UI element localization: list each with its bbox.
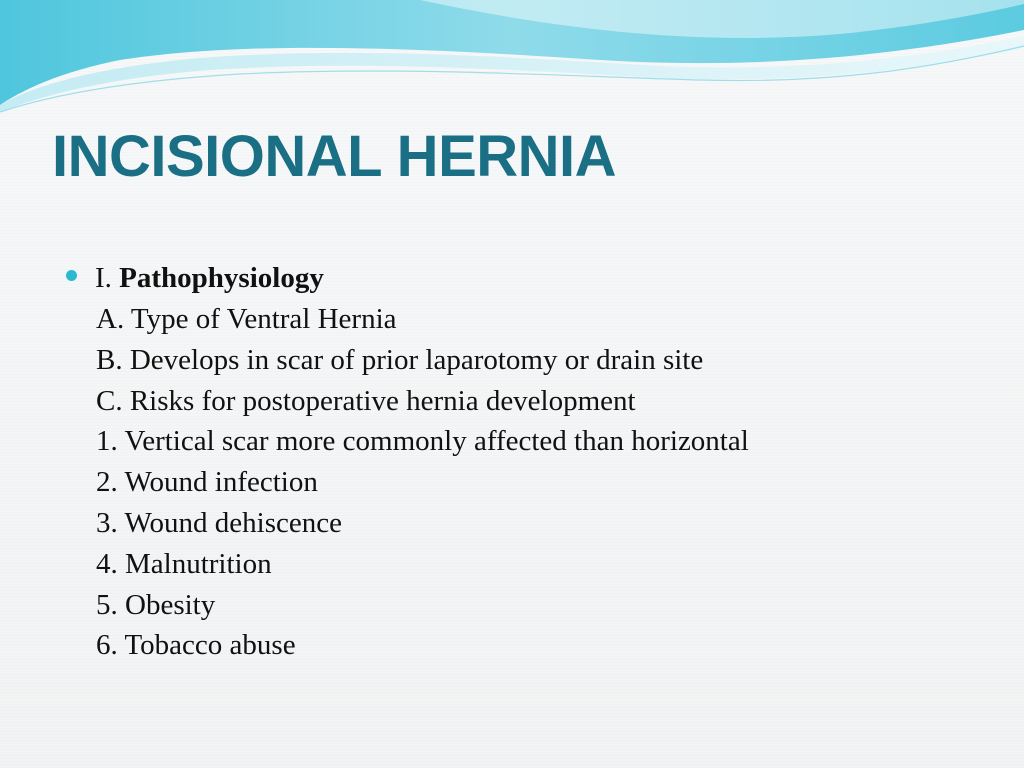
- list-item: 1. Vertical scar more commonly affected than horizontal: [96, 425, 749, 458]
- bullet-heading-label: Pathophysiology: [119, 262, 324, 294]
- bullet-heading-text: [95, 258, 324, 299]
- round-bullet-icon: [66, 270, 77, 281]
- bullet-heading: [62, 258, 982, 299]
- slide-body: [62, 258, 982, 666]
- header-wave-decoration: [0, 0, 1024, 130]
- slide-title: INCISIONAL HERNIA: [52, 124, 617, 189]
- list-item: 6. Tobacco abuse: [96, 629, 296, 662]
- list-item: A. Type of Ventral Hernia: [96, 303, 397, 335]
- list-item: 4. Malnutrition: [96, 547, 272, 580]
- bullet-prefix: I.: [95, 262, 112, 294]
- list-item: 2. Wound infection: [96, 466, 318, 499]
- list-item: 3. Wound dehiscence: [96, 506, 342, 539]
- list-item: C. Risks for postoperative hernia development: [96, 384, 636, 417]
- list-item: B. Develops in scar of prior laparotomy or drain site: [96, 343, 704, 376]
- list-item: 5. Obesity: [96, 588, 216, 621]
